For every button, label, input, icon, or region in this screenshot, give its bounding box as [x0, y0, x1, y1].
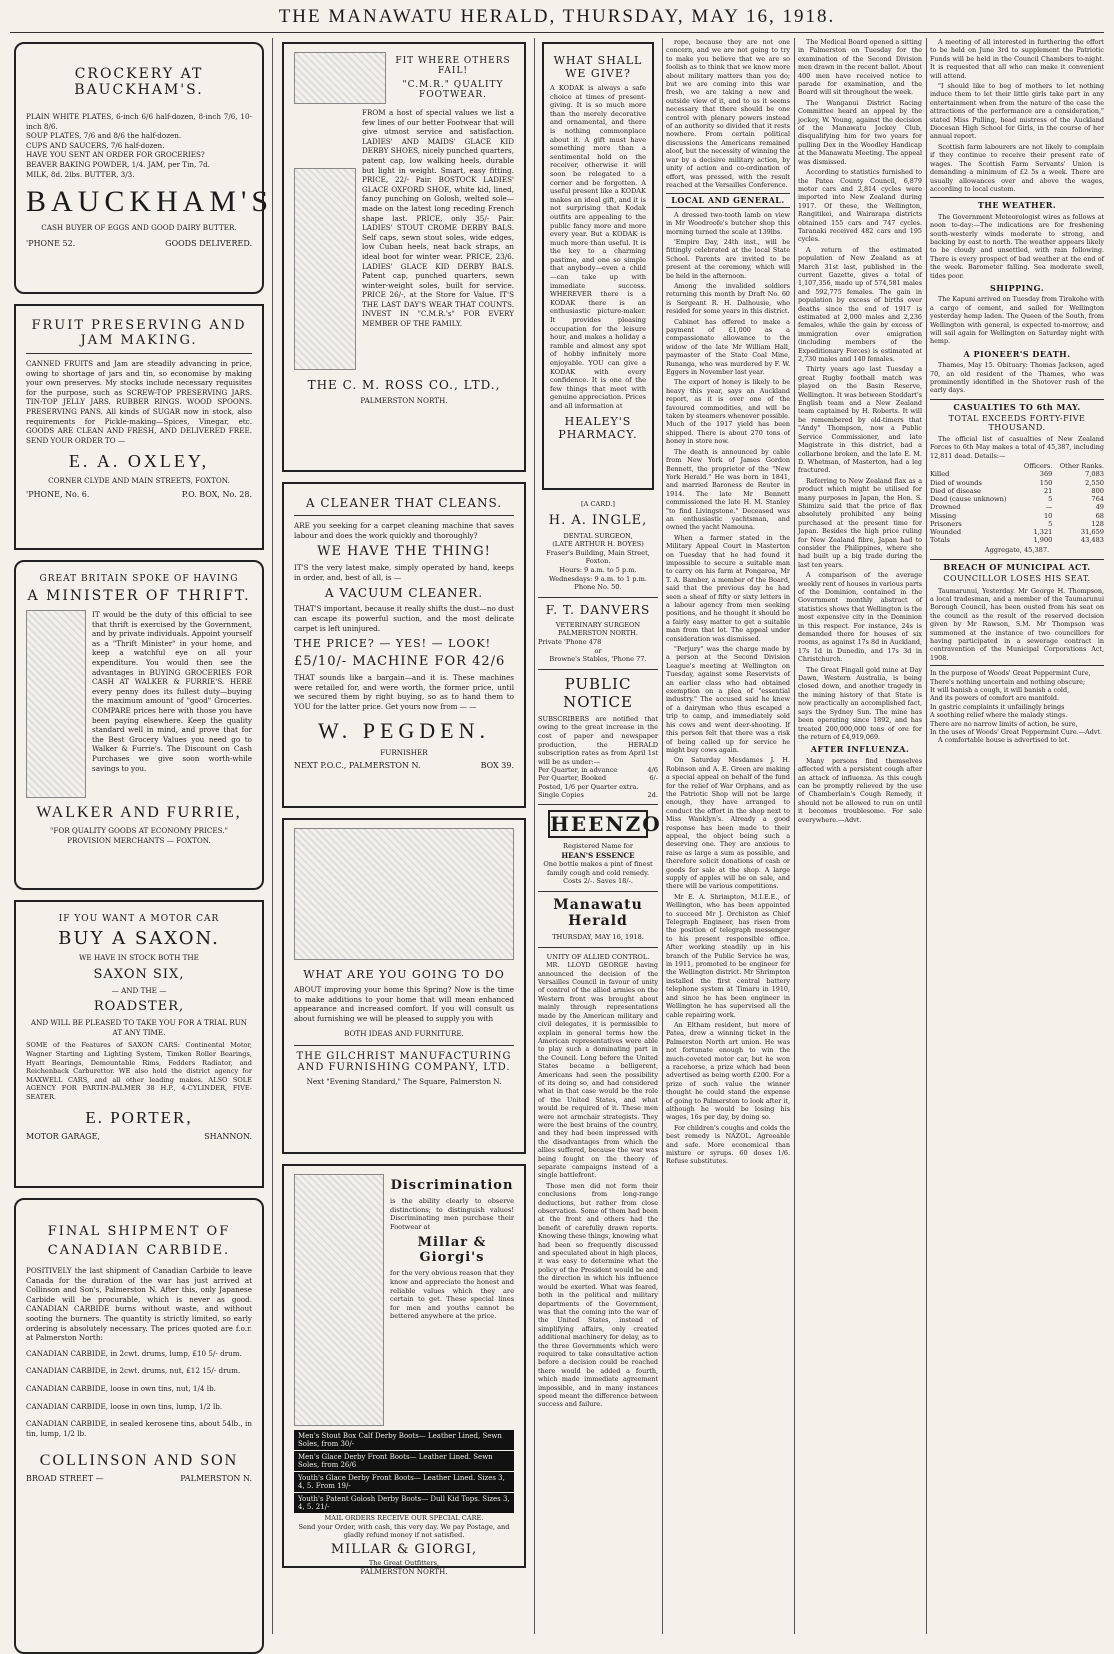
dentist-role: DENTAL SURGEON,: [563, 531, 633, 540]
table-cell: Died of disease: [930, 486, 981, 495]
ad-title: A MINISTER OF THRIFT.: [27, 588, 251, 604]
healey-ad: [542, 42, 654, 490]
table-cell: Drowned: [930, 503, 961, 512]
ad-body: SOME of the Features of SAXON CARS: Continental Motor, Wagner Starting and Lighting System, Timken Roller Bearings, Hyatt Bearings, Demountable Rims, Fedders Radiator, and Reichenback Carburettor. WE also hold the district agency for MAXWELL CARS, and all other leading makes. ALSO SOLE AGENCY FOR PARTIN-PALMER 38 H.P., 4-CYLINDER, FIVE-SEATER.: [26, 1041, 252, 1101]
table-cell: 1,900: [1033, 536, 1053, 545]
oxley-ad: [14, 304, 264, 550]
section-heading: BREACH OF MUNICIPAL ACT.: [930, 559, 1104, 571]
boot-icon: [294, 1174, 384, 1426]
ad-body: FROM a host of special values we list a few lines of our better Footwear that will give utmost service and satisfaction. LADIES' AND MAIDS' GLACE KID DERBY SHOES, nicely punched quarters, patent cap, low walking heels, durable but light in weight. Smart, easy fitting. PRICE, 22/- Pair. BOSTOCK LADIES' GLACE OXFORD SHOE, white kid, lined, fancy punching on Golosh, welted sole—made on the latest long receding French shape last. PRICE, only 35/- Pair. LADIES' STOUT CROME DERBY BALS. Self caps, sewn stout soles, wide edges, low Cuban heels, neat back straps, an ideal boot for winter wear. PRICE, 23/6. LADIES' GLACE KID DERBY BALS. Patent cap, punched quarters, sewn winter-weight soles, built for service. PRICE 26/-, at the Store for Value. IT'S THE LAST DAY'S WEAR THAT COUNTS. INVEST IN "C.M.R.'s" FOR EVERY MEMBER OF THE FAMILY.: [362, 108, 514, 329]
poem-line: There are no narrow limits of action, be sure,: [930, 719, 1078, 728]
table-cell: Died of wounds: [930, 478, 982, 487]
paragraph: "I should like to beg of mothers to let nothing induce them to let their little girls take part in any entertainment when from the nature of the case the attractions of the performance are a consideration," stated Miss Pulling, head mistress of the Auckland Diocesan High School for Girls, in the course of her annual report.: [930, 82, 1104, 141]
table-row: [930, 520, 1104, 528]
dentist-phone: Phone No. 50.: [574, 583, 622, 592]
section-heading: CASUALTIES TO 6th MAY.: [930, 399, 1104, 411]
table-cell: 2,550: [1085, 478, 1104, 487]
ad-body: POSITIVELY the last shipment of Canadian Carbide to leave Canada for the duration of the war has just arrived at Collinson and Son's, Palmerston N. After this, only Japanese Carbide will be procurable, which is never as good. CANADIAN CARBIDE burns without waste, and without sooting the burners. The quantity is strictly limited, so early ordering is absolutely necessary. The prices quoted are f.o.r. at Palmerston North:: [26, 1266, 252, 1343]
ad-line: CUPS AND SAUCERS, 7/6 half-dozen.: [26, 140, 165, 150]
table-row: [930, 536, 1104, 544]
ad-headings: [392, 52, 514, 104]
ad-footer: [26, 1474, 252, 1483]
ad-trade: FURNISHER: [380, 747, 428, 757]
table-cell: Dead (cause unknown): [930, 495, 1007, 504]
ad-bond: Send your Order, with cash, this very day. We pay Postage, and gladly refund money if not satisfied.: [298, 1522, 510, 1540]
ad-brand: COLLINSON AND SON: [39, 1452, 239, 1470]
ad-box: P.O. BOX, No. 28.: [181, 489, 252, 499]
ad-footer: [26, 490, 252, 499]
table-cell: Totals: [930, 536, 950, 545]
table-row: [538, 774, 658, 782]
paragraph: Cabinet has offered to make a payment of £1,000 as a compassionate allowance to the widow of the late Mr William Hall, paymaster of the State Coal Mine, Runanga, who was murdered by F. W. Eggers in November last year.: [666, 317, 790, 377]
section-heading: LOCAL AND GENERAL.: [666, 193, 790, 207]
poem-line: It will banish a cough, it will banish a cold,: [930, 686, 1070, 694]
ad-address: CORNER CLYDE AND MAIN STREETS, FOXTON.: [48, 476, 230, 486]
paragraph: The Medical Board opened a sitting in Palmerston on Tuesday for the examination of the Second Division men drawn in the recent ballot. About 400 men have received notice to parade for examination, and the Board will sit throughout the week.: [798, 38, 922, 97]
table-cell: 10: [1043, 511, 1053, 520]
ad-title: CANADIAN CARBIDE.: [47, 1243, 231, 1258]
editorial-title: UNITY OF ALLIED CONTROL.: [546, 952, 650, 961]
column-4: [666, 38, 790, 1634]
table-cell: 7,083: [1085, 470, 1104, 479]
table-cell: 5: [1048, 495, 1053, 504]
column-1: [10, 38, 274, 1634]
ad-title: CROCKERY AT BAUCKHAM'S.: [74, 66, 204, 98]
column-6: [930, 38, 1104, 1634]
ad-kicker: GREAT BRITAIN SPOKE OF HAVING: [39, 574, 239, 584]
paragraph: rope, because they are not one concern, and we are not going to try to make you believe that we are so foolish as to think that we know more about military matters than you do; but we are coming into this war fresh, we are taking a new and outside view of it, and to us it seems necessary that there should be one control with plenary powers instead of an authority so divided that it rests nowhere. From certain political discussions the Americans remained aloof, but the necessity of winning the war by a decisive military action, by unity of action and co-ordination of effort, was pressed, with the result reached at the Versailles Conference.: [666, 38, 790, 189]
ross-footwear-ad: [282, 42, 526, 472]
ad-company: THE GILCHRIST MANUFACTURING AND FURNISHING COMPANY, LTD.: [296, 1050, 512, 1073]
ad-line: SAXON SIX,: [93, 966, 185, 982]
table-cell: 128: [1091, 519, 1104, 528]
ad-company: THE C. M. ROSS CO., LTD.,: [307, 378, 501, 392]
ad-town: PALMERSTON N.: [180, 1474, 252, 1484]
poem-line: There's nothing uncertain and nothing obscure;: [930, 677, 1086, 686]
column-divider: [534, 38, 535, 1634]
ad-content: [294, 108, 514, 370]
paragraph: On Saturday Mesdames J. H. Robinson and A. E. Green are making a special appeal on behalf of the fund for the relief of War Orphans, and as the Patriotic Shop will not be large enough, they have arranged to conduct the effort in the shop next to Miss Wanklyn's. Already a good response has been made to their appeal, the object being such a deserving one. They are anxious to raise as large a sum as possible, and therefore solicit donations of cash or goods for sale at the shop. A large supply of apples will be on sale, and there will be various competitions.: [666, 756, 790, 891]
ad-line: HAVE YOU SENT AN ORDER FOR GROCERIES?: [26, 150, 205, 160]
column-5: [798, 38, 922, 1634]
paragraph: The Government Meteorologist wires as follows at noon to-day:—The indications are for freshening south-westerly winds moderate to strong, and backing by east to north. The weather appears likely to be cloudy and unsettled, with rain following. There is every prospect of bad weather at the end of the week. Barometer falling. Sea moderate swell, tides poor.: [930, 212, 1104, 280]
notice-title: PUBLIC NOTICE: [563, 674, 633, 711]
bauckham-ad: [14, 42, 274, 294]
ad-title: BUY A SAXON.: [58, 928, 220, 949]
ad-body: IT'S the very latest make, simply operated by hand, keeps in order, and, best of all, is —: [294, 563, 514, 582]
ad-trade: PROVISION MERCHANTS — FOXTON.: [67, 835, 211, 845]
ad-delivery: GOODS DELIVERED.: [165, 238, 252, 248]
ad-kicker: IF YOU WANT A MOTOR CAR: [58, 914, 220, 924]
ad-town: SHANNON.: [204, 1131, 252, 1141]
vet-stables: Browne's Stables, 'Phone 77.: [549, 655, 647, 664]
ad-phone: 'PHONE, No. 6.: [26, 489, 90, 499]
editorial-date: THURSDAY, MAY 16, 1918.: [552, 933, 644, 942]
table-cell: Prisoners: [930, 519, 962, 528]
notice-body: SUBSCRIBERS are notified that owing to the great increase in the cost of paper and newspaper production, the HERALD subscription rates as from April 1st will be as under:—: [538, 714, 658, 766]
ad-sub: The Great Outfitters,: [368, 1558, 440, 1567]
ad-tagline: CASH BUYER OF EGGS AND GOOD DAIRY BUTTER.: [41, 223, 237, 233]
paragraph: Referring to New Zealand flax as a product which might be utilised for many purposes in Japan, the Hon. S. Shimizu said that the price of flax absolutely prohibited any being purchased at the present time for Japan. Besides the high price ruling for New Zealand fibre, Japan had to consider the Philippines, where she had built up a big trade during the last ten years.: [798, 476, 922, 569]
vet-town: PALMERSTON NORTH.: [558, 629, 638, 638]
ad-copy: [390, 1174, 514, 1426]
price-item: Men's Glace Derby Front Boots— Leather Lined. Sewn Soles, from 26/6: [294, 1451, 514, 1471]
heenzo-reg: Registered Name for: [562, 842, 634, 851]
rate-value: 6/-: [649, 774, 658, 783]
table-cell: 150: [1039, 478, 1053, 487]
dentist-name: H. A. INGLE,: [548, 512, 648, 528]
masthead-rule: [10, 32, 1104, 33]
column-header: [930, 462, 1019, 470]
ad-price: £5/10/- MACHINE FOR 42/6: [294, 654, 506, 670]
paragraph: Among the invalided soldiers returning this month by Draft No. 60 is Sergeant R. H. Dalhousie, who resided for some years in this district.: [666, 281, 790, 316]
heenzo-note: One bottle makes a pint of finest family cough and cold remedy. Costs 2/-. Saves 18/-.: [543, 860, 653, 886]
column-2: [278, 38, 530, 1634]
ad-line: BOTH IDEAS AND FURNITURE.: [344, 1029, 464, 1039]
ad-slogan: FIT WHERE OTHERS FAIL!: [395, 56, 511, 76]
ad-company: MILLAR & GIORGI,: [330, 1541, 478, 1557]
paragraph: The death is announced by cable from New York of James Gordon Bennett, the proprietor of the "New York Herald." He was born in 1841, and married Baroness de Reuter in 1914. The late Mr Bennett commissioned the late H. M. Stanley "to find Livingstone." Deceased was an enthusiastic yachtsman, and owned the yacht Namouna.: [666, 447, 790, 532]
ad-footer: [26, 1132, 252, 1141]
section-heading: A PIONEER'S DEATH.: [963, 348, 1071, 359]
paragraph: 'Empire Day, 24th inst., will be fittingly celebrated at the local State School. Parents are invited to be present at the ceremony, which will be held in the afternoon.: [666, 237, 790, 280]
ad-body: THAT'S important, because it really shifts the dust—no dust can escape its powerful suction, and the most delicate carpet is left uninjured.: [294, 604, 514, 633]
dentist-late: (LATE ARTHUR H. BOYES): [552, 540, 644, 549]
poem-line: A soothing relief where the malady stings.: [930, 711, 1068, 720]
table-cell: 43,483: [1080, 536, 1104, 545]
column-header: Officers.: [1023, 462, 1053, 471]
heenzo-sub: HEAN'S ESSENCE: [561, 850, 635, 860]
ad-price: THE PRICE? — YES! — LOOK!: [294, 637, 492, 651]
ad-line: BEAVER BAKING POWDER, 1/4. JAM, per Tin, 7d.: [26, 159, 211, 169]
ad-body: A KODAK is always a safe choice at times of present-giving. It is so much more than the merely decorative and ornamental, and there is nothing commonplace about it. A gift must have something more than a sentimental hold on the receiver, otherwise it will soon be relegated to a corner and be forgotten. A useful present like a KODAK makes an ideal gift, and it is not surprising that Kodak outfits are appealing to the public fancy more and more every year. But a KODAK is much more than useful. It is the key to a charming pastime, and one so simple that anybody—even a child—can take up with immediate success. WHEREVER there is a KODAK there is an enthusiastic picture-maker. It provides pleasing occupation for the leisure hour, and makes a holiday a ramble and almost any spot of hobby infinitely more enjoyable. YOU can give a KODAK with every confidence. It is one of the few things that meet with genuine appreciation. Prices and all information at: [550, 84, 646, 410]
ad-brand: "C.M.R." QUALITY FOOTWEAR.: [402, 80, 504, 100]
poem-line: In the purpose of Woods' Great Peppermint Cure,: [930, 669, 1091, 678]
ad-line: WE HAVE IN STOCK BOTH THE: [79, 953, 199, 962]
ad-footer: [294, 761, 514, 770]
paragraph: According to statistics furnished to the Patea County Council, 6,879 motor cars and 2,814 cycles were imported into New Zealand during 1917. Of these, the Wellington, Rangitikei, and Wairarapa districts obtained 155 cars and 747 cycles. Taranaki received 482 cars and 195 cycles.: [798, 168, 922, 244]
paragraph: Mr E. A. Shrimpton, M.I.E.E., of Wellington, who has been appointed to succeed Mr J. Orchiston as Chief Telegraph Engineer, has risen from the position of telegraph messenger to his present responsible office. After working steadily up in his branch of the Public Service he was, in 1911, promoted to be engineer for the Wellington district. Mr Shrimpton installed the first central battery telephone system at Timaru in 1910, and since he has been engineer in Wellington he has supervised all the cable repairing work.: [666, 892, 790, 1019]
casualty-table: [930, 462, 1104, 544]
table-cell: 369: [1039, 470, 1053, 479]
ad-body: CANNED FRUITS and Jam are steadily advancing in price, owing to shortage of jars and tin, so economise by making your own preserves. My stocks include necessary requisites for the purpose, such as SCREW-TOP PRESERVING JARS. TIN-TOP JELLY JARS. RUBBER RINGS. WOOD SPOONS. PRESERVING PANS. All kinds of SUGAR now in stock, also requirements for Pickle-making—Spices, Vinegar, etc. GOODS ARE CLEAN AND FRESH, AND DELIVERED FREE. SEND YOUR ORDER TO —: [26, 359, 252, 445]
paragraph: The Kapuni arrived on Tuesday from Tirakohe with a cargo of cement, and sailed for Wellington yesterday hemp laden. The Queen of the South, from Wellington with general, is expected to-morrow, and will sail again for Wellington on Saturday night with hemp.: [930, 295, 1105, 346]
vet-name: F. T. DANVERS: [545, 602, 651, 617]
ad-title: WHAT ARE YOU GOING TO DO: [303, 968, 505, 981]
ad-brand: W. PEGDEN.: [317, 717, 491, 743]
table-row: [538, 791, 658, 799]
paragraph: Taumarunui, Yesterday. Mr George H. Thompson, a local tradesman, and a member of the Taumarunui Borough Council, has been ousted from his seat on the council as the result of the reserved decision given by Mr Rawson, S.M. Mr Thompson was summoned at the instance of two councillors for having participated in a sewerage contract in contravention of the Municipal Corporations Act, 1908.: [930, 586, 1104, 662]
illustration-icon: [26, 610, 86, 798]
ad-body: ABOUT improving your home this Spring? Now is the time to make additions to your home that will mean enhanced appearance and increased comfort. If you will consult us about furnishing we will be pleased to supply you with: [294, 985, 514, 1023]
paragraph: A comparison of the average weekly rent of houses in various parts of the Dominion, contained in the Government monthly abstract of statistics shows that Wellington is the most expensive city in the Dominion in this respect. For instance, 24s is demanded there for houses of six rooms, as against 17s 8d in Auckland, 17s 1d in Dunedin, and 17s 3d in Christchurch.: [798, 571, 922, 664]
ad-address: Next "Evening Standard," The Square, Palmerston N.: [306, 1076, 502, 1086]
ad-brand: Millar & Giorgi's: [417, 1235, 487, 1266]
ad-box: BOX 39.: [480, 761, 514, 771]
saxon-ad: [14, 900, 264, 1188]
table-cell: 49: [1095, 503, 1104, 512]
vet-or: or: [594, 646, 602, 655]
ad-brand: E. A. OXLEY,: [68, 451, 210, 472]
table-cell: Killed: [930, 470, 950, 479]
table-cell: Missing: [930, 511, 957, 520]
ad-line: ROADSTER,: [93, 999, 185, 1015]
rate-value: [647, 783, 658, 791]
paragraph: A comfortable house is advertised to let.: [938, 736, 1070, 745]
price-item: CANADIAN CARBIDE, loose in own tins, lump, 1/2 lb.: [26, 1401, 223, 1411]
masthead: THE MANAWATU HERALD, THURSDAY, MAY 16, 1918.: [278, 6, 836, 27]
ad-line: SOUP PLATES, 7/6 and 8/6 the half-dozen.: [26, 131, 182, 141]
ad-garage: MOTOR GARAGE,: [26, 1131, 100, 1141]
ad-line: PLAIN WHITE PLATES, 6-inch 6/6 half-dozen, 8-inch 7/6, 10-inch 8/6.: [26, 112, 252, 131]
poem-line: In the uses of Woods' Great Peppermint Cure.—Advt.: [930, 728, 1103, 737]
paragraph: The official list of casualties of New Zealand Forces to 6th May makes a total of 45,387, including 12,811 dead. Details:—: [930, 435, 1104, 460]
table-row: [930, 512, 1104, 520]
paragraph: When a farmer stated in the Military Appeal Court in Masterton on Tuesday that he had found it impossible to secure a suitable man to carry on his farm at Pongaroa, Mr T. A. Bamber, a member of the Board, said that the previous day he had seen a sheaf of fifty or sixty letters in a labour agency from men seeking positions, and he thought it should be a fairly easy matter to get a suitable man from that lot. The appeal under consideration was dismissed.: [666, 533, 790, 643]
price-item: CANADIAN CARBIDE, in 2cwt. drums, nut, £12 15/- drum.: [26, 1366, 241, 1376]
column-3: [538, 38, 662, 1634]
ad-mail: MAIL ORDERS RECEIVE OUR SPECIAL CARE.: [324, 1514, 484, 1522]
dentist-hours: Hours: 9 a.m. to 5 p.m. Wednesdays: 9 a.m. to 1 p.m.: [549, 565, 647, 583]
ad-brand: HEALEY'S PHARMACY.: [558, 414, 638, 441]
boot-icon: [294, 168, 356, 370]
ad-address: NEXT P.O.C., PALMERSTON N.: [294, 761, 421, 771]
ad-content: [26, 610, 252, 798]
price-item: Men's Stout Box Calf Derby Boots— Leather Lined, Sewn Soles, from 30/-: [294, 1430, 514, 1450]
ad-body: THAT sounds like a bargain—and it is. These machines were retailed for, and were worth, the former price, until we secured them by right buying, so as to hand them to YOU for the latter price. Get yours now from — —: [294, 673, 514, 711]
price-item: Youth's Patent Golosh Derby Boots— Dull Kid Tops. Sizes 3, 4, 5. 21/-: [294, 1493, 514, 1513]
paragraph: Scottish farm labourers are not likely to complain if they continue to receive their present rate of wages. The Scottish Farm Servants' Union is demanding a minimum of £2 5s a week. There are usually allowances over and above the wages, according to local custom.: [930, 142, 1104, 193]
paragraph: "Perjury" was the charge made by a person at the Second Division League's meeting at Wellington on Tuesday, against some Reservists of an earlier class who had obtained exemption on a plea of "essential industry." The accused said he knew of a dairyman who thus escaped a trip to camp, and immediately sold his cows and went deer-shooting. If this person felt that there was a risk of being called up for service he might buy cows again.: [666, 645, 790, 754]
ad-line: MILK, 8d. 2lbs. BUTTER, 3/3.: [26, 169, 135, 179]
price-item: Youth's Glace Derby Front Boots— Leather Lined. Sizes 3, 4, 5. From 19/-: [294, 1472, 514, 1492]
ad-headline: A VACUUM CLEANER.: [324, 586, 484, 601]
paragraph: Many persons find themselves affected with a persistent cough after an attack of influenza. As this cough can be promptly relieved by the use of Chamberlain's Cough Remedy, it should not be allowed to run on until it becomes troublesome. For sale everywhere.—Advt.: [798, 756, 922, 824]
table-cell: 1,321: [1033, 527, 1053, 536]
ad-town: PALMERSTON NORTH.: [360, 1567, 448, 1577]
price-item: CANADIAN CARBIDE, in sealed kerosene tins, about 54lb., in tin, lump, 1/2 lb.: [26, 1419, 252, 1438]
column-divider: [272, 38, 273, 1634]
pegden-ad: [282, 482, 526, 808]
poem: [930, 669, 1104, 736]
table-row: [930, 470, 1104, 478]
ad-headline: WE HAVE THE THING!: [317, 544, 491, 560]
poem-line: In gastric complaints it unfailingly brings: [930, 702, 1065, 711]
paragraph: A return of the estimated population of New Zealand as at March 31st last, published in the current Gazette, gives a total of 1,107,356, made up of 574,581 males and 592,775 females. The gain in population by excess of births over deaths since the end of 1917 is estimated at 2,000 males and 2,236 females, while the gain by excess of immigration over emigration (including members of the Expeditionary Forces) is estimated at 2,730 males and 140 females.: [798, 245, 922, 364]
ad-content: [294, 1174, 514, 1426]
table-cell: —: [1045, 503, 1053, 512]
paragraph: The export of honey is likely to be heavy this year, says an Auckland report, as it is over one of the favoured commodities, and will be taken by steamers whenever possible. Much of the 1917 yield has been shipped. There is about 270 tons of honey in store now.: [666, 378, 790, 446]
ad-title: Discrimination: [390, 1178, 514, 1193]
section-heading: THE WEATHER.: [930, 197, 1104, 209]
table-row: [930, 487, 1104, 495]
ad-title: WHAT SHALL WE GIVE?: [553, 54, 643, 80]
paragraph: A meeting of all interested in furthering the effort to be held on June 3rd to supplement the Patriotic Funds will be held in the Council Chambers to-night. It is requested that all who can make it convenient will attend.: [930, 38, 1104, 80]
table-cell: 764: [1091, 495, 1104, 504]
section-heading: AFTER INFLUENZA.: [810, 744, 910, 755]
paragraph: Thames, May 15. Obituary: Thomas Jackson, aged 70, an old resident of the Thames, who was prominently identified in the Shotover rush of the early days.: [930, 361, 1104, 395]
ad-lines: [26, 112, 252, 179]
ad-body: IT would be the duty of this official to see that thrift is exercised by the Government, and by private individuals. Appoint yourself as a "Thrift Minister" in your home, and keep a watchful eye on all your expenditure. You would then see the advantages in BUYING GROCERIES FOR CASH AT WALKER & FURRIE'S. HERE every penny does its fullest duty—buying the maximum amount of "good" Groceries. COMPARE prices here with those you have been paying elsewhere. Keep the quality standard well in mind, and prove that for the Best Grocery Values you need go to Walker & Furrie's. The Discount on Cash Purchases we give soon worth-while savings to you.: [92, 610, 252, 773]
millar-giorgi-ad: [282, 1164, 526, 1577]
ad-def: is the ability clearly to observe distinctions; to distinguish values! Discriminating men purchase their Footwear at: [390, 1197, 514, 1231]
table-cell: 31,659: [1080, 527, 1104, 536]
table-row: [930, 528, 1104, 536]
furniture-icon: [294, 828, 514, 960]
ad-street: BROAD STREET —: [26, 1474, 104, 1484]
shoe-icon: [294, 52, 386, 104]
section-heading: SHIPPING.: [990, 282, 1044, 293]
price-list: [26, 1349, 252, 1439]
rate-value: 4/6: [647, 766, 658, 775]
ad-line: AND WILL BE PLEASED TO TAKE YOU FOR A TRIAL RUN AT ANY TIME.: [30, 1018, 248, 1037]
table-row: [538, 783, 658, 791]
paragraph: For children's coughs and colds the best remedy is NAZOL. Agreeable and safe. More economical than mixture or syrups. 60 doses 1/6. Refuse substitutes.: [666, 1123, 790, 1166]
heenzo-logo: HEENZO: [550, 812, 662, 837]
column-divider: [662, 38, 663, 1634]
paragraph: MR. LLOYD GEORGE having announced the decision of the Versailles Council in favour of unity of control of the allied armies on the Western front was brought about mainly through representations made by the American military and civil delegates, it is permissible to explain in general terms how the American representatives were able to play such a dominating part in the Council. Long before the United States became a belligerent, Americans had seen the possibility of its doing so, and had considered what in that case would be the role of the United States, and what would be required of it. These men were not armchair strategists. They were the best brains of the country, and they had been impressed with the disadvantages from which the allies suffered, because the war was being fought on the theory of separate campaigns instead of a single battlefront.: [538, 961, 658, 1180]
walker-furrie-ad: [14, 560, 264, 890]
price-item: CANADIAN CARBIDE, loose in own tins, nut, 1/4 lb.: [26, 1383, 216, 1393]
rate-value: 2d.: [647, 790, 658, 799]
ad-title: FRUIT PRESERVING AND JAM MAKING.: [31, 318, 247, 348]
ad-brand: BAUCKHAM'S: [26, 185, 274, 219]
section-subheading: TOTAL EXCEEDS FORTY-FIVE THOUSAND.: [948, 414, 1086, 432]
editorial-body: [538, 961, 658, 1409]
paragraph: The Great Fingall gold mine at Day Dawn, Western Australia, is being closed down, and another tragedy in the mining history of that State is now practically an accomplished fact, says the Sydney Sun. The mine has been operating since 1892, and has treated 200,000,000 tons of ore for the return of £4,919,069.: [798, 665, 922, 741]
ad-side: for the very obvious reason that they know and appreciate the honest and reliable values which they are certain to get. These special lines for men and youths cannot be bettered anywhere at the price.: [390, 1269, 514, 1321]
table-header: [930, 462, 1104, 470]
paragraph: A dressed two-tooth lamb on view in Mr Woodroofe's butcher shop this morning turned the scale at 139lbs.: [666, 210, 790, 236]
ad-brand: WALKER AND FURRIE,: [36, 804, 242, 821]
gilchrist-ad: [282, 818, 526, 1154]
poem-line: And its powers of comfort are manifold.: [930, 694, 1060, 703]
ad-top: [294, 52, 514, 104]
collinson-ad: [14, 1198, 264, 1654]
ad-title: FINAL SHIPMENT OF: [47, 1224, 231, 1239]
table-row: [930, 479, 1104, 487]
ad-title: A CLEANER THAT CLEANS.: [305, 496, 503, 510]
rate-label: Single Copies: [538, 790, 584, 799]
ad-line: — AND THE —: [111, 985, 167, 995]
ad-body: ARE you seeking for a carpet cleaning machine that saves labour and does the work quickly and thoroughly?: [294, 521, 514, 540]
paragraph: Those men did not form their conclusions from long-range deductions, but rather from close observation. Some of them had been at the front and others had the benefit of carefully drawn reports. Knowing these things, knowing what had been so frequently discussed and speculated about in high places, it was easy to determine what the policy of the President would be and the direction in which his influence would be exerted. What was feared, both in the political and military departments of the Government, was that the coming into the war of the United States, instead of simplifying affairs, only created additional machinery for delay, as to the three Governments which were required to take consultative action before a decision could be reached there would be added a fourth, which made immediate agreement impossible, and in many instances speed meant the difference between success and failure.: [538, 1181, 658, 1409]
rate-label: Per Quarter, in advance: [538, 766, 618, 775]
ad-brand: E. PORTER,: [85, 1107, 193, 1127]
table-cell: 21: [1043, 486, 1053, 495]
vet-role: VETERINARY SURGEON: [555, 620, 641, 629]
paragraph: The Wanganui District Racing Committee heard an appeal by the jockey, W. Young, against the decision of the Manawatu Jockey Club, disqualifying him for two years for pulling Dex in the Woodley Handicap at the Manawatu Meeting. The appeal was dismissed.: [798, 98, 922, 166]
rate-label: Per Quarter, Booked: [538, 774, 607, 783]
paragraph: An Eltham resident, but more of Patea, drew a winning ticket in the Palmerston North art union. He was not fortunate enough to win the much-coveted motor car, but he won a racehorse, a prize which had been advertised as being worth £200. For a prize of such value the winner thought he could stand the expense of going to Palmerston to look after it, although he would be losing his wages, 16s per day, by doing so.: [666, 1020, 790, 1122]
dentist-address: Fraser's Building, Main Street, Foxton.: [546, 548, 650, 566]
table-row: [930, 495, 1104, 503]
table-cell: 800: [1091, 486, 1104, 495]
section-subheading: COUNCILLOR LOSES HIS SEAT.: [943, 574, 1091, 584]
ad-town: PALMERSTON NORTH.: [360, 396, 448, 405]
ad-phone: 'PHONE 52.: [26, 238, 76, 248]
paper-nameplate: Manawatu Herald: [553, 897, 643, 930]
price-list: [294, 1430, 514, 1513]
vet-private-phone: Private 'Phone 478: [538, 637, 602, 646]
ad-motto: "FOR QUALITY GOODS AT ECONOMY PRICES.": [50, 826, 228, 835]
column-header: Other Ranks.: [1059, 462, 1104, 471]
table-cell: Wounded: [930, 527, 962, 536]
table-row: [538, 766, 658, 774]
ad-footer: [26, 239, 252, 248]
paragraph: Thirty years ago last Tuesday a great Rugby football match was played on the Basin Reserve, Wellington. It was between Stoddart's English team and a New Zealand team captained by H. Roberts. It will be remembered by old-timers that "Andy" Thompson, now a Public Service Commissioner, and late Magistrate in this district, had a collarbone broken, and the late E. M. D. Whetman, of Masterton, had a leg fractured.: [798, 365, 922, 475]
price-item: CANADIAN CARBIDE, in 2cwt. drums, lump, £10 5/- drum.: [26, 1348, 242, 1358]
table-cell: 68: [1095, 511, 1104, 520]
table-cell: 5: [1048, 519, 1053, 528]
column-divider: [926, 38, 927, 1634]
aggregate: Aggregate, 45,387.: [984, 546, 1050, 555]
rates-table: [538, 766, 658, 799]
column-divider: [794, 38, 795, 1634]
card-label: [A CARD.]: [581, 500, 615, 508]
rate-label: Posted, 1/6 per Quarter extra.: [538, 782, 639, 791]
table-row: [930, 503, 1104, 511]
